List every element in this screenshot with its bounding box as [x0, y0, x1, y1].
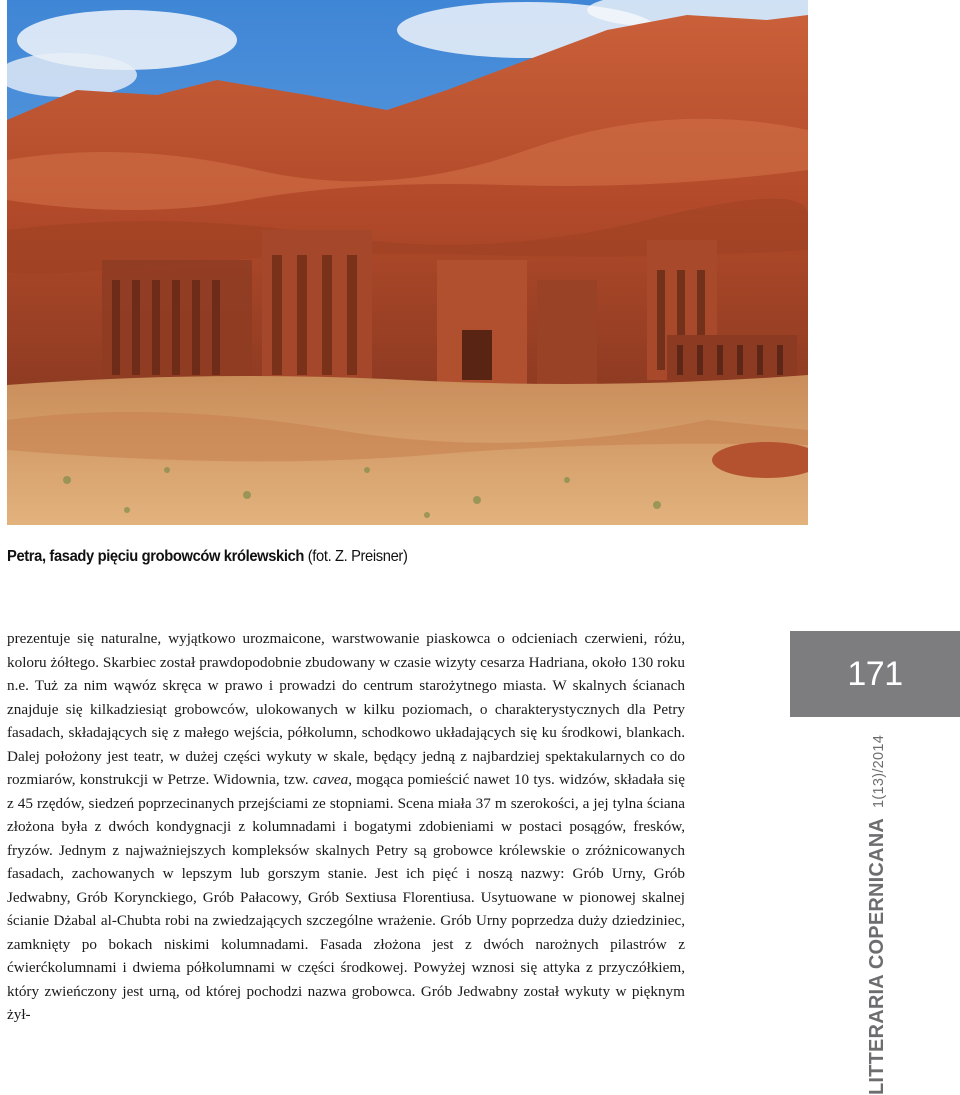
journal-title: LITTERARIA COPERNICANA [866, 818, 888, 1095]
journal-spine [866, 735, 892, 1095]
page-number-box [790, 631, 960, 717]
petra-rock-tombs-image [7, 0, 808, 525]
body-paragraph [7, 627, 685, 1027]
article-body [7, 627, 685, 1027]
body-text-part1: prezentuje się naturalne, wyjątkowo urozmaicone, warstwowanie piaskowca o odcieniach czerwieni, różu, koloru żółtego. Skarbiec został prawdopodobnie zbudowany w czasie wizyty cesarza Hadriana, około 130 roku n.e. Tuż za nim wąwóz skręca w prawo i prowadzi do centrum starożytnego miasta. W skalnych ścianach znajduje się kilkadziesiąt grobowców, ulokowanych w kilku poziomach, o charakterystycznych dla Petry fasadach, składających się z małego wejścia, półkolumn, schodkowo układających się ku środkowi, blankach. Dalej położony jest teatr, w dużej części wykuty w skale, będący jedną z najbardziej spektakularnych co do rozmiarów, konstrukcji w Petrze. Widownia, tzw. [7, 630, 685, 788]
body-text-part2: , mogąca pomieścić nawet 10 tys. widzów, składała się z 45 rzędów, siedzeń poprzecinanych przejściami ze stopniami. Scena miała 37 m szerokości, a jej tylna ściana złożona była z dwóch kondygnacji z kolumnadami i bogatymi zdobieniami w postaci posągów, fresków, fryzów. Jednym z najważniejszych kompleksów skalnych Petry są grobowce królewskie o zróżnicowanych fasadach, zachowanych w lepszym lub gorszym stanie. Jest ich pięć i noszą nazwy: Grób Urny, Grób Jedwabny, Grób Korynckiego, Grób Pałacowy, Grób Sextiusa Florentiusa. Usytuowane w pionowej skalnej ścianie Dżabal al-Chubta robi na zwiedzających szczególne wrażenie. Grób Urny poprzedza duży dziedziniec, zamknięty po bokach niskimi kolumnadami. Fasada złożona jest z dwóch narożnych pilastrów z ćwierćkolumnami i dwiema półkolumnami w części środkowej. Powyżej wznosi się attyka z przyczółkiem, który zwieńczony jest urną, od której pochodzi nazwa grobowca. Grób Jedwabny został wykuty w pięknym żył- [7, 771, 685, 1023]
caption-title: Petra, fasady pięciu grobowców królewskich [7, 548, 305, 565]
photo-caption [7, 548, 743, 566]
petra-photo [7, 0, 808, 525]
page-number: 171 [847, 654, 903, 693]
body-italic-term: cavea [312, 771, 349, 788]
caption-credit: (fot. Z. Preisner) [304, 548, 408, 565]
journal-issue: 1(13)/2014 [871, 734, 887, 808]
